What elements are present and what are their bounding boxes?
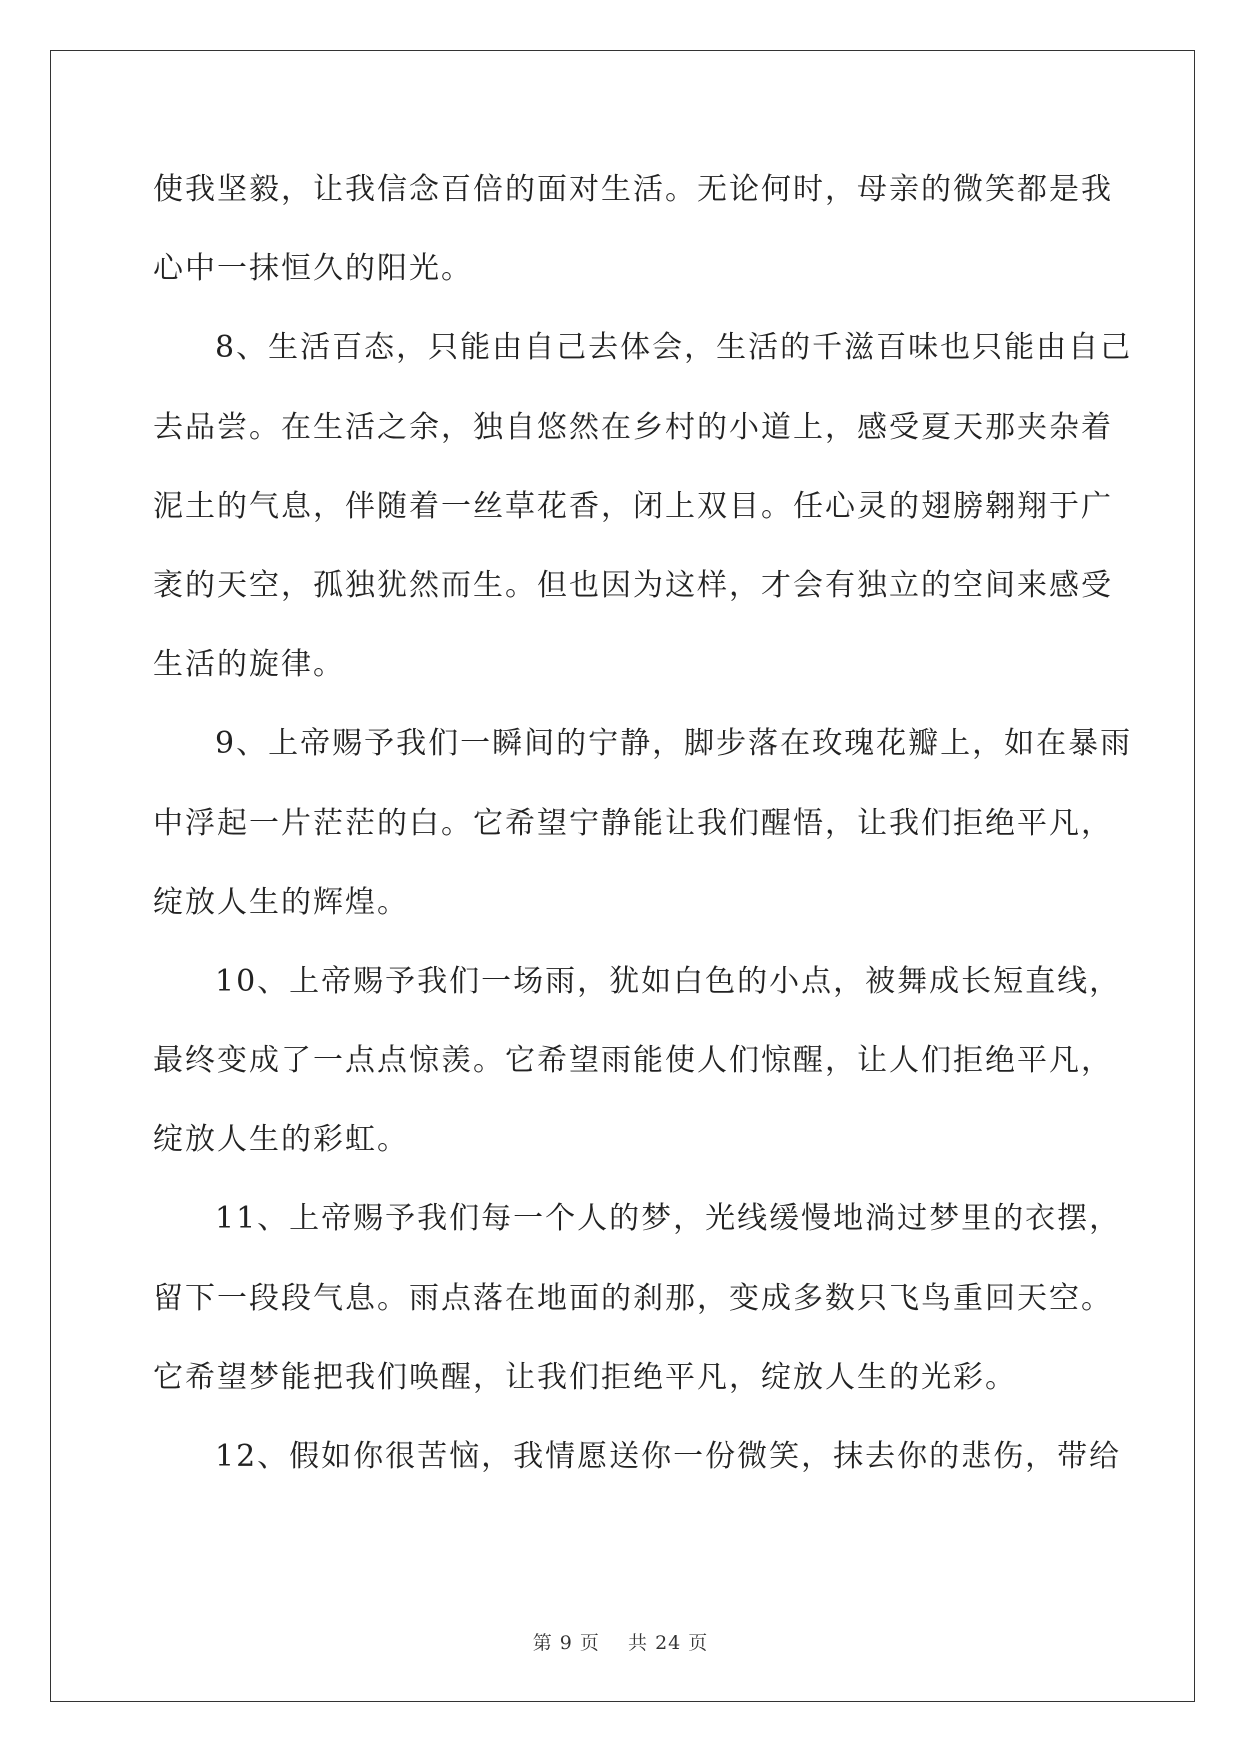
text-line: 12、假如你很苦恼，我情愿送你一份微笑，抹去你的悲伤，带给 <box>215 1439 1122 1474</box>
text-line: 9、上帝赐予我们一瞬间的宁静，脚步落在玫瑰花瓣上，如在暴雨 <box>215 726 1133 762</box>
text-line: 绽放人生的彩虹。 <box>153 1122 409 1158</box>
text-line: 泥土的气息，伴随着一丝草花香，闭上双目。任心灵的翅膀翱翔于广 <box>153 488 1113 524</box>
page-footer <box>0 1628 1241 1655</box>
page-number: 第 9 页 <box>532 1632 600 1654</box>
text-line: 心中一抹恒久的阳光。 <box>153 251 473 287</box>
document-body <box>153 160 1133 1506</box>
text-line: 留下一段段气息。雨点落在地面的刹那，变成多数只飞鸟重回天空。 <box>153 1280 1113 1316</box>
text-line: 绽放人生的辉煌。 <box>153 884 409 920</box>
text-line: 8、生活百态，只能由自己去体会，生活的千滋百味也只能由自己 <box>215 330 1133 366</box>
page-total: 共 24 页 <box>628 1632 709 1654</box>
text-line: 袤的天空，孤独犹然而生。但也因为这样，才会有独立的空间来感受 <box>153 567 1113 603</box>
text-line: 最终变成了一点点惊羡。它希望雨能使人们惊醒，让人们拒绝平凡， <box>153 1043 1113 1079</box>
text-line: 10、上帝赐予我们一场雨，犹如白色的小点，被舞成长短直线， <box>215 963 1122 999</box>
text-line: 生活的旋律。 <box>153 647 345 683</box>
text-line: 去品尝。在生活之余，独自悠然在乡村的小道上，感受夏天那夹杂着 <box>153 409 1113 445</box>
text-line: 中浮起一片茫茫的白。它希望宁静能让我们醒悟，让我们拒绝平凡， <box>153 805 1113 841</box>
text-line: 它希望梦能把我们唤醒，让我们拒绝平凡，绽放人生的光彩。 <box>153 1359 1017 1395</box>
text-line: 11、上帝赐予我们每一个人的梦，光线缓慢地淌过梦里的衣摆， <box>215 1201 1122 1237</box>
text-line: 使我坚毅，让我信念百倍的面对生活。无论何时，母亲的微笑都是我 <box>153 172 1113 207</box>
